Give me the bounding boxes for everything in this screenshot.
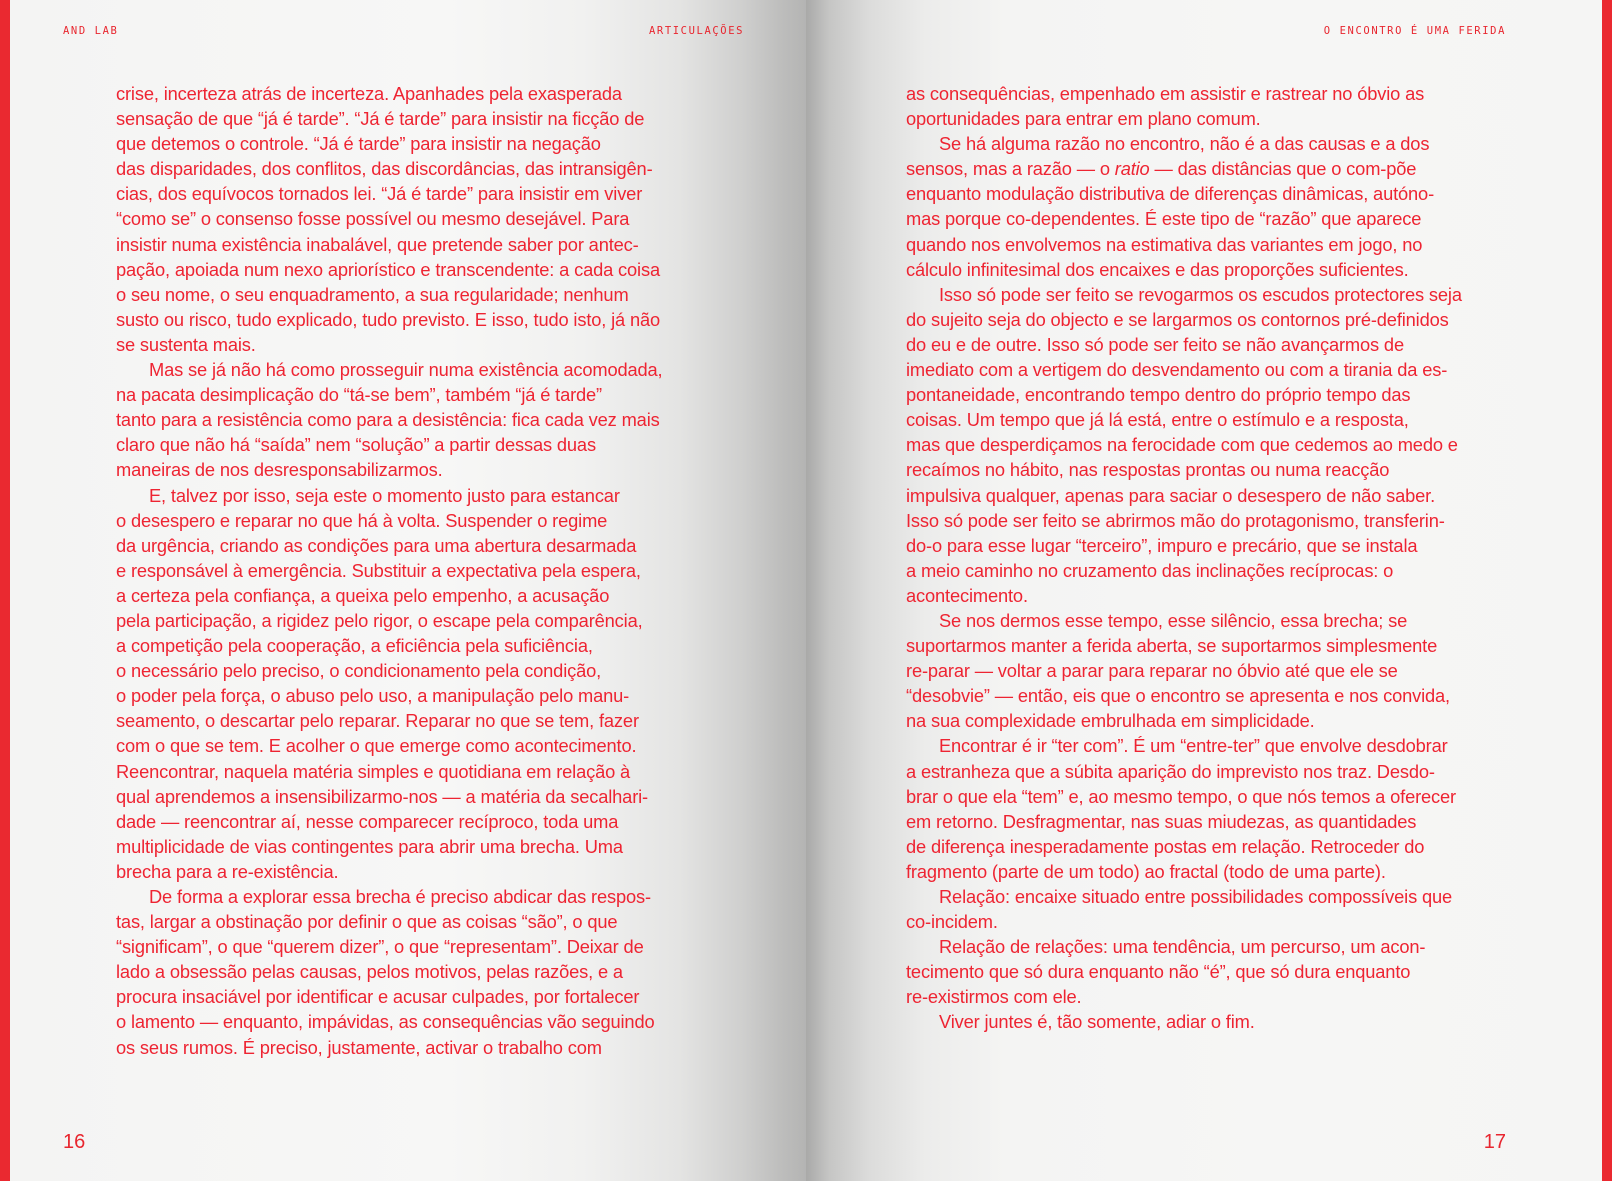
text-line: a competição pela cooperação, a eficiência pela suficiência,	[116, 635, 593, 657]
text-line: Isso só pode ser feito se revogarmos os escudos protectores seja	[939, 283, 1462, 305]
text-line: procura insaciável por identificar e acusar culpades, por fortalecer	[116, 986, 640, 1008]
text-line: crise, incerteza atrás de incerteza. Apanhades pela exasperada	[116, 83, 622, 104]
text-line: e responsável à emergência. Substituir a expectativa pela espera,	[116, 559, 641, 581]
paragraph	[906, 934, 1506, 1009]
running-head-section: ARTICULAÇÕES	[649, 25, 745, 37]
text-line: Relação: encaixe situado entre possibilidades compossíveis que	[939, 886, 1453, 907]
text-line: pontaneidade, encontrando tempo dentro do próprio tempo das	[906, 384, 1411, 406]
text-line: com o que se tem. E acolher o que emerge como acontecimento.	[116, 735, 637, 757]
text-line: a estranheza que a súbita aparição do imprevisto nos traz. Desdo-	[906, 760, 1435, 782]
right-page	[806, 0, 1602, 1181]
text-line: o seu nome, o seu enquadramento, a sua regularidade; nenhum	[116, 283, 629, 305]
text-line: coisas. Um tempo que já lá está, entre o estímulo e a resposta,	[906, 409, 1409, 431]
page-number-left: 16	[63, 1131, 86, 1153]
text-line: oportunidades para entrar em plano comum.	[906, 108, 1261, 130]
text-line: Relação de relações: uma tendência, um percurso, um acon-	[939, 936, 1426, 958]
running-head-chapter: O ENCONTRO É UMA FERIDA	[1323, 25, 1506, 37]
text-line: de diferença inesperadamente postas em relação. Retroceder do	[906, 835, 1425, 857]
text-line: seamento, o descartar pelo reparar. Reparar no que se tem, fazer	[116, 710, 639, 732]
text-line: do sujeito seja do objecto e se largarmos os contornos pré-definidos	[906, 308, 1449, 330]
text-line: tanto para a resistência como para a desistência: fica cada vez mais	[116, 409, 660, 431]
text-line: as consequências, empenhado em assistir e rastrear no óbvio as	[906, 83, 1425, 104]
text-line: que detemos o controle. “Já é tarde” para insistir na negação	[116, 133, 601, 155]
text-line: brecha para a re-existência.	[116, 860, 339, 882]
text-line: quando nos envolvemos na estimativa das variantes em jogo, no	[906, 233, 1423, 255]
text-line: susto ou risco, tudo explicado, tudo previsto. E isso, tudo isto, já não	[116, 308, 661, 330]
text-line: se sustenta mais.	[116, 333, 256, 355]
paragraph	[116, 81, 716, 357]
text-line: multiplicidade de vias contingentes para abrir uma brecha. Uma	[116, 835, 623, 857]
text-line: dade — reencontrar aí, nesse comparecer recíproco, toda uma	[116, 810, 619, 832]
text-line: cias, dos equívocos tornados lei. “Já é tarde” para insistir em viver	[116, 183, 643, 205]
text-line: “como se” o consenso fosse possível ou mesmo desejável. Para	[116, 208, 630, 230]
text-line: “significam”, o que “querem dizer”, o que “representam”. Deixar de	[116, 936, 644, 958]
left-page-body-text	[116, 81, 716, 1060]
text-line: a meio caminho no cruzamento das inclinações recíprocas: o	[906, 559, 1394, 581]
text-line: qual aprendemos a insensibilizarmo-nos — a matéria da secalhari-	[116, 785, 648, 807]
text-line: “desobvie” — então, eis que o encontro se apresenta e nos convida,	[906, 685, 1450, 707]
paragraph	[116, 884, 716, 1060]
text-line: sensação de que “já é tarde”. “Já é tarde” para insistir na ficção de	[116, 108, 645, 130]
text-line: E, talvez por isso, seja este o momento justo para estancar	[149, 484, 620, 506]
paragraph	[906, 733, 1506, 884]
text-line: pação, apoiada num nexo apriorístico e transcendente: a cada coisa	[116, 258, 660, 280]
text-line: lado a obsessão pelas causas, pelos motivos, pelas razões, e a	[116, 961, 623, 983]
text-line: Encontrar é ir “ter com”. É um “entre-ter” que envolve desdobrar	[939, 735, 1448, 757]
text-line: suportarmos manter a ferida aberta, se suportarmos simplesmente	[906, 635, 1438, 657]
right-page-body-text	[906, 81, 1506, 1035]
text-line: o poder pela força, o abuso pelo uso, a manipulação pelo manu-	[116, 685, 630, 707]
text-line: impulsiva qualquer, apenas para saciar o desespero de não saber.	[906, 484, 1436, 506]
text-line: mas porque co-dependentes. É este tipo de “razão” que aparece	[906, 208, 1422, 230]
text-line: claro que não há “saída” nem “solução” a partir dessas duas	[116, 434, 596, 456]
text-line: o desespero e reparar no que há à volta. Suspender o regime	[116, 509, 608, 531]
running-head-author: AND LAB	[63, 25, 119, 37]
text-line: o lamento — enquanto, impávidas, as consequências vão seguindo	[116, 1011, 655, 1033]
paragraph	[906, 81, 1506, 131]
text-line: insistir numa existência inabalável, que pretende saber por antec-	[116, 233, 639, 255]
text-line: maneiras de nos desresponsabilizarmos.	[116, 459, 443, 481]
text-line: Isso só pode ser feito se abrirmos mão do protagonismo, transferin-	[906, 509, 1445, 531]
text-line: Mas se já não há como prosseguir numa existência acomodada,	[149, 359, 663, 381]
text-line: cálculo infinitesimal dos encaixes e das proporções suficientes.	[906, 258, 1409, 280]
paragraph	[906, 1009, 1506, 1034]
text-line: do eu e de outre. Isso só pode ser feito se não avançarmos de	[906, 333, 1404, 355]
text-line: tas, largar a obstinação por definir o que as coisas “são”, o que	[116, 911, 618, 933]
italic-term: ratio	[1114, 158, 1150, 180]
paragraph	[116, 483, 716, 885]
page-number-right: 17	[1483, 1131, 1506, 1153]
text-line: pela participação, a rigidez pelo rigor, o escape pela comparência,	[116, 609, 643, 631]
paragraph	[906, 282, 1506, 608]
text-line: imediato com a vertigem do desvendamento ou com a tirania da es-	[906, 359, 1448, 381]
text-line: das disparidades, dos conflitos, das discordâncias, das intransigên-	[116, 158, 653, 180]
text-line: do-o para esse lugar “terceiro”, impuro e precário, que se instala	[906, 534, 1418, 556]
text-line: recaímos no hábito, nas respostas prontas ou numa reacção	[906, 459, 1390, 481]
text-line: os seus rumos. É preciso, justamente, activar o trabalho com	[116, 1036, 602, 1058]
paragraph	[116, 357, 716, 482]
cover-edge-left	[0, 0, 10, 1181]
text-line: fragmento (parte de um todo) ao fractal (todo de uma parte).	[906, 860, 1386, 882]
text-line: re-existirmos com ele.	[906, 986, 1082, 1008]
text-line: Se nos dermos esse tempo, esse silêncio, essa brecha; se	[939, 609, 1408, 631]
text-line: o necessário pelo preciso, o condicionamento pela condição,	[116, 660, 602, 682]
text-line: brar o que ela “tem” e, ao mesmo tempo, o que nós temos a oferecer	[906, 785, 1456, 807]
cover-edge-right	[1602, 0, 1612, 1181]
text-line: enquanto modulação distributiva de diferenças dinâmicas, autóno-	[906, 183, 1435, 205]
text-line: da urgência, criando as condições para uma abertura desarmada	[116, 534, 637, 556]
left-page	[10, 0, 806, 1181]
text-line: tecimento que só dura enquanto não “é”, que só dura enquanto	[906, 961, 1411, 983]
text-line: Viver juntes é, tão somente, adiar o fim.	[939, 1011, 1255, 1033]
text-line: Reencontrar, naquela matéria simples e quotidiana em relação à	[116, 760, 631, 782]
text-line: mas que desperdiçamos na ferocidade com que cedemos ao medo e	[906, 434, 1458, 456]
text-line: acontecimento.	[906, 584, 1028, 606]
text-line: na sua complexidade embrulhada em simplicidade.	[906, 710, 1315, 732]
text-line: na pacata desimplicação do “tá-se bem”, também “já é tarde”	[116, 384, 602, 406]
text-line: De forma a explorar essa brecha é preciso abdicar das respos-	[149, 886, 651, 907]
text-line: re-parar — voltar a parar para reparar no óbvio até que ele se	[906, 660, 1398, 682]
text-line: a certeza pela confiança, a queixa pelo empenho, a acusação	[116, 584, 610, 606]
text-line: co-incidem.	[906, 911, 998, 933]
text-line: sensos, mas a razão — o ratio — das distâncias que o com-põe	[906, 158, 1417, 180]
paragraph	[906, 884, 1506, 934]
text-line: Se há alguma razão no encontro, não é a das causas e a dos	[939, 133, 1430, 155]
paragraph	[906, 608, 1506, 733]
text-line: em retorno. Desfragmentar, nas suas miudezas, as quantidades	[906, 810, 1417, 832]
paragraph	[906, 131, 1506, 282]
